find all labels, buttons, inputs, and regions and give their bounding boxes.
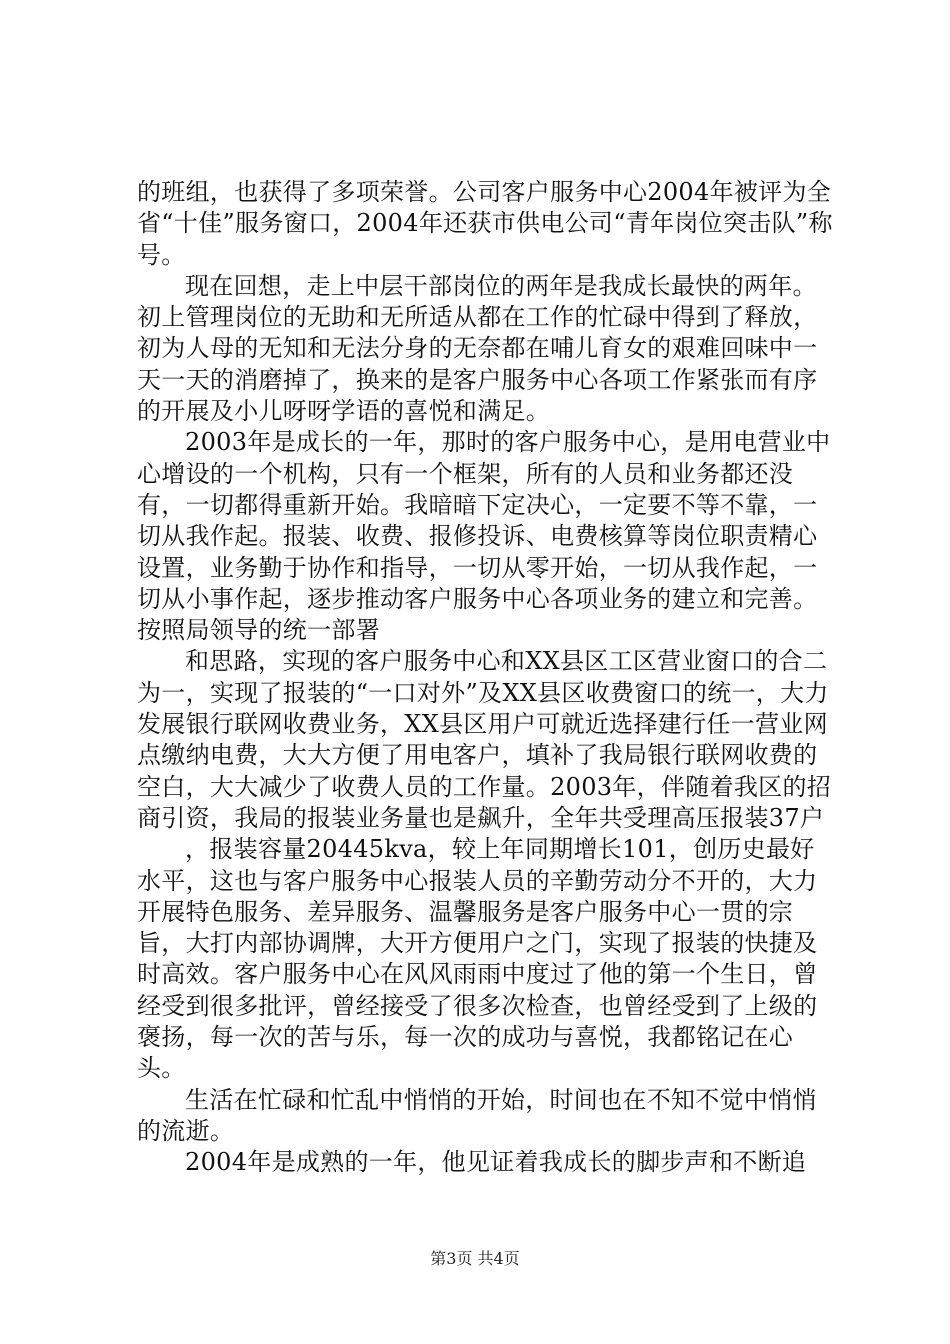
paragraph-4: 和思路，实现的客户服务中心和XX县区工区营业窗口的合二为一，实现了报装的“一口对外”及XX县区收费窗口的统一，大力发展银行联网收费业务，XX县区用户可就近选择建行任一营业网点缴纳电费，大大方便了用电客户，填补了我局银行联网收费的空白，大大减少了收费人员的工作量。2003年，伴随着我区的招商引资，我局的报装业务量也是飙升，全年共受理高压报装37户 (137, 647, 832, 832)
paragraph-7: 2004年是成熟的一年，他见证着我成长的脚步声和不断追 (185, 1148, 807, 1177)
paragraph-2: 现在回想，走上中层干部岗位的两年是我成长最快的两年。初上管理岗位的无助和无所适从都在工作的忙碌中得到了释放，初为人母的无知和无法分身的无奈都在哺儿育女的艰难回味中一天一天的消磨掉了，换来的是客户服务中心各项工作紧张而有序的开展及小儿呀呀学语的喜悦和满足。 (137, 271, 818, 426)
paragraph-6: 生活在忙碌和忙乱中悄悄的开始，时间也在不知不觉中悄悄的流逝。 (137, 1085, 817, 1145)
document-body (137, 177, 837, 1179)
paragraph-3: 2003年是成长的一年，那时的客户服务中心，是用电营业中心增设的一个机构，只有一个框架，所有的人员和业务都还没有，一切都得重新开始。我暗暗下定决心，一定要不等不靠，一切从我作起。报装、收费、报修投诉、电费核算等岗位职责精心设置，业务勤于协作和指导，一切从零开始，一切从我作起，一切从小事作起，逐步推动客户服务中心各项业务的建立和完善。按照局领导的统一部署 (137, 428, 831, 645)
paragraph-5: ，报装容量20445kva，较上年同期增长101，创历史最好水平，这也与客户服务中心报装人员的辛勤劳动分不开的，大力开展特色服务、差异服务、温馨服务是客户服务中心一贯的宗旨，大打内部协调牌，大开方便用户之门，实现了报装的快捷及时高效。客户服务中心在风风雨雨中度过了他的第一个生日，曾经受到很多批评，曾经接受了很多次检查，也曾经受到了上级的褒扬，每一次的苦与乐，每一次的成功与喜悦，我都铭记在心头。 (137, 835, 818, 1083)
page-number-footer: 第3页 共4页 (430, 1249, 520, 1268)
paragraph-1: 的班组，也获得了多项荣誉。公司客户服务中心2004年被评为全省“十佳”服务窗口，2004年还获市供电公司“青年岗位突击队”称号。 (137, 178, 833, 269)
